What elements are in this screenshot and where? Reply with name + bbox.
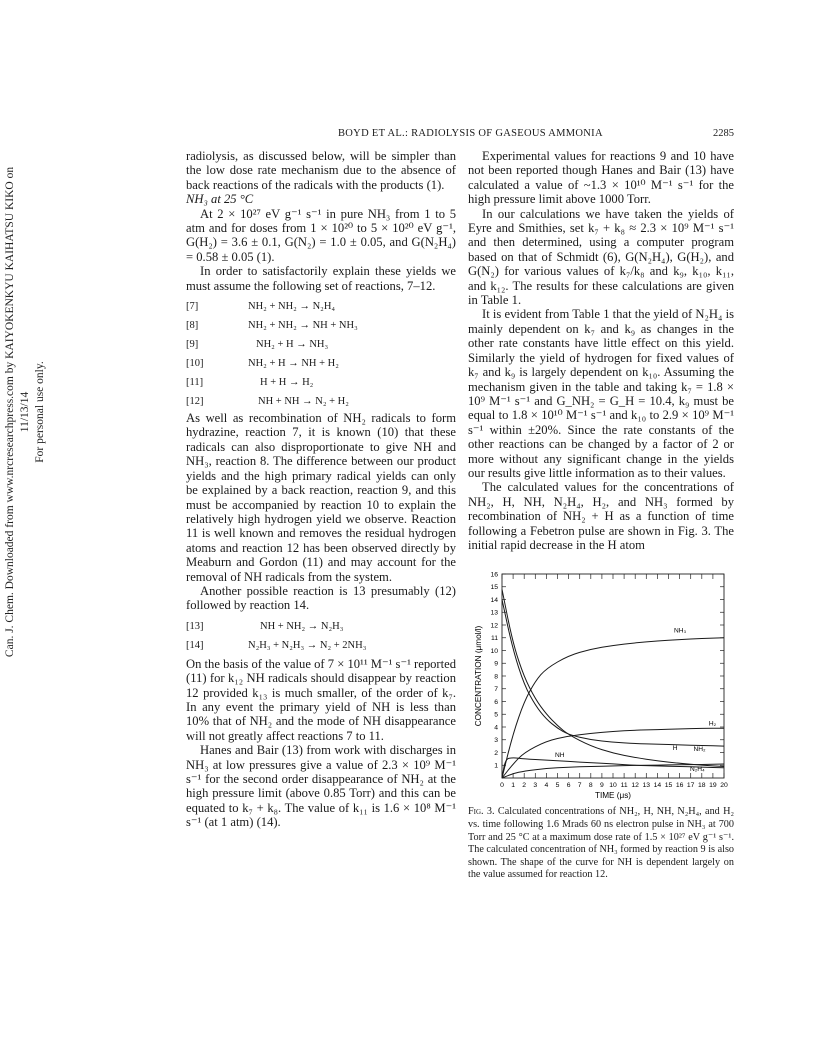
series-label: NH: [554, 752, 565, 760]
reaction-list: [186, 617, 456, 655]
left-column: [186, 149, 456, 830]
x-tick-label: 14: [653, 782, 662, 790]
x-tick-label: 0: [500, 782, 504, 790]
y-tick-label: 5: [494, 712, 498, 720]
y-tick-label: 2: [494, 750, 498, 758]
paragraph: Experimental values for reactions 9 and 10 have not been reported though Hanes and Bair (13) have calculated a value of ~1.3 × 10¹⁰ M⁻¹ s⁻¹ for the high pressure limit above 1000 Torr.: [468, 149, 734, 207]
x-tick-label: 8: [588, 782, 593, 790]
reaction-item: [8] NH₂ + NH₂ → NH + NH₃: [186, 320, 358, 332]
y-tick-label: 1: [494, 763, 498, 771]
page-number: 2285: [713, 128, 734, 139]
paragraph: radiolysis, as discussed below, will be simpler than the low dose rate mechanism due to the absence of back reactions of the radicals with the products (1).: [186, 149, 456, 192]
y-tick-label: 4: [494, 724, 498, 732]
x-tick-label: 4: [544, 782, 549, 790]
x-tick-label: 2: [522, 782, 527, 790]
x-tick-label: 13: [642, 782, 651, 790]
reaction-item: [9] NH₂ + H → NH₃: [186, 339, 329, 351]
series-label: H₂: [708, 721, 717, 729]
x-tick-label: 6: [566, 782, 571, 790]
x-axis-label: TIME (μs): [594, 791, 632, 801]
series-label: NH₃: [674, 628, 687, 636]
figure-caption: [468, 806, 734, 882]
reaction-list: [186, 297, 456, 411]
y-tick-label: 15: [490, 584, 498, 592]
x-tick-label: 15: [664, 782, 673, 790]
x-tick-label: 1: [511, 782, 515, 790]
reaction-item: [14] N₂H₃ + N₂H₃ → N₂ + 2NH₃: [186, 639, 367, 651]
plot-frame: [502, 574, 724, 778]
paragraph: Hanes and Bair (13) from work with discharges in NH₃ at low pressures give a value of 2.3 × 10⁹ M⁻¹ s⁻¹ for the second order disappearance of NH₂ at the high pressure limit (above 0.85 Torr) and this can be equated to k₇ + k₈. The value of k₁₁ is 1.6 × 10⁸ M⁻¹ s⁻¹ (at 1 atm) (14).: [186, 743, 456, 830]
x-tick-label: 18: [698, 782, 706, 790]
caption-text: Calculated concentrations of NH₂, H, NH, N₂H₄, and H₂ vs. time following 1.6 Mrads 60 ns electron pulse in NH₃ at 700 Torr and 25 °C at a maximum dose rate of 1.5 × 10²⁷ eV g⁻¹ s⁻¹. The calculated concentration of NH₃ formed by reaction 9 is also shown. The shape of the curve for NH is dependent largely on the value assumed for reaction 12.: [468, 806, 734, 881]
y-tick-label: 6: [494, 699, 498, 707]
series-line-H: [502, 600, 724, 747]
section-heading: NH₃ at 25 °C: [186, 192, 254, 207]
running-title: BOYD ET AL.: RADIOLYSIS OF GASEOUS AMMONIA: [338, 128, 603, 139]
download-notice: Can. J. Chem. Downloaded from www.nrcresearchpress.com by KAIYOKENKYU KAIHATSU KIKO on 11/13/14: [4, 166, 31, 658]
x-tick-label: 5: [555, 782, 560, 790]
x-tick-label: 9: [600, 782, 604, 790]
series-line-NH₃: [502, 638, 724, 778]
x-tick-label: 17: [686, 782, 695, 790]
x-tick-label: 12: [631, 782, 639, 790]
series-label: N₂H₄: [689, 766, 705, 774]
x-tick-label: 16: [675, 782, 684, 790]
y-tick-label: 7: [494, 686, 498, 694]
running-header: [186, 128, 734, 142]
reaction-item: [12] NH + NH → N₂ + H₂: [186, 396, 349, 408]
right-column: [468, 149, 734, 882]
y-tick-label: 8: [494, 673, 498, 681]
y-tick-label: 12: [490, 622, 498, 630]
paragraph: In our calculations we have taken the yields of Eyre and Smithies, set k₇ + k₈ ≈ 2.3 × 10⁹ M⁻¹ s⁻¹ and then determined, using a computer program based on that of Schmidt (6), G(N₂H₄), G(H₂), and G(N₂) for various values of k₇/k₈ and k₉, k₁₀, k₁₁, and k₁₂. The results for these calculations are given in Table 1.: [468, 206, 734, 308]
series-label: NH₂: [693, 746, 706, 754]
reaction-item: [7] NH₂ + NH₂ → N₂H₄: [186, 301, 336, 313]
paragraph: On the basis of the value of 7 × 10¹¹ M⁻¹ s⁻¹ reported (11) for k₁₂ NH radicals should disappear by reaction 12 provided k₁₃ is much smaller, of the order of k₇. In any event the primary yield of NH is less than 10% that of NH₂ and the mode of NH disappearance will not greatly affect reactions 7 to 11.: [186, 656, 456, 743]
y-tick-label: 13: [490, 610, 498, 618]
x-tick-label: 19: [709, 782, 717, 790]
y-tick-label: 11: [490, 635, 498, 643]
y-tick-label: 14: [490, 597, 498, 605]
figure-3-chart: [468, 566, 734, 806]
paragraph: In order to satisfactorily explain these yields we must assume the following set of reactions, 7–12.: [186, 264, 456, 293]
download-watermark: [3, 162, 46, 662]
paragraph: As well as recombination of NH₂ radicals to form hydrazine, reaction 7, it is known (10) that these radicals can also disproportionate to give NH and NH₃, reaction 8. The difference between our product yields and the high primary radical yields can only be explained by a back reaction, reaction 9, and this must be accompanied by reaction 10 to explain the relatively high hydrogen yield we observe. Reaction 11 is well known and removes the residual hydrogen atoms and reaction 12 has been observed directly by Meaburn and Gordon (11) and may account for the removal of NH radicals from the system.: [186, 411, 456, 584]
reaction-item: [13] NH + NH₂ → N₂H₃: [186, 620, 344, 632]
paragraph: The calculated values for the concentrations of NH₂, H, NH, N₂H₄, H₂, and NH₃ formed by recombination of NH₂ + H as a function of time following a Febetron pulse are shown in Fig. 3. The initial rapid decrease in the H atom: [468, 480, 734, 552]
series-line-NH₂: [502, 590, 724, 767]
x-tick-label: 3: [533, 782, 538, 790]
reaction-item: [10] NH₂ + H → NH + H₂: [186, 358, 339, 370]
y-tick-label: 10: [490, 648, 498, 656]
x-tick-label: 7: [577, 782, 582, 790]
y-tick-label: 16: [490, 571, 498, 579]
y-tick-label: 9: [494, 661, 498, 669]
x-tick-label: 20: [720, 782, 728, 790]
paragraph: Another possible reaction is 13 presumably (12) followed by reaction 14.: [186, 583, 456, 613]
x-tick-label: 10: [609, 782, 617, 790]
x-tick-label: 11: [620, 782, 628, 790]
series-label: H: [672, 745, 678, 753]
y-tick-label: 3: [494, 737, 498, 745]
personal-use-notice: For personal use only.: [34, 361, 46, 463]
reaction-item: [11] H + H → H₂: [186, 377, 314, 389]
concentration-chart-svg: [468, 566, 734, 806]
y-axis-label: CONCENTRATION (μmol/l): [474, 626, 483, 727]
paragraph: At 2 × 10²⁷ eV g⁻¹ s⁻¹ in pure NH₃ from 1 to 5 atm and for doses from 1 × 10²⁰ to 5 × 10²⁰ eV g⁻¹, G(H₂) = 3.6 ± 0.1, G(N₂) = 1.0 ± 0.05, and G(N₂H₄) = 0.58 ± 0.05 (1).: [186, 206, 456, 264]
caption-label: Fig. 3.: [468, 806, 495, 818]
paragraph: It is evident from Table 1 that the yield of N₂H₄ is mainly dependent on k₇ and k₉ as changes in the other rate constants have little effect on this yield. Similarly the yield of hydrogen for fixed values of k₇ and k₉ is largely dependent on k₁₀. Assuming the mechanism given in the table and taking k₇ = 1.8 × 10⁹ M⁻¹ s⁻¹ and G_NH₂ = G_H = 10.4, k₉ must be equal to 1.8 × 10¹⁰ M⁻¹ s⁻¹ and k₁₀ to 2.9 × 10⁹ M⁻¹ s⁻¹ within ±20%. Since the rate constants of the other reactions can be changed by a factor of 2 or more without any significant change in the yields our results give little information as to their values.: [468, 307, 734, 480]
